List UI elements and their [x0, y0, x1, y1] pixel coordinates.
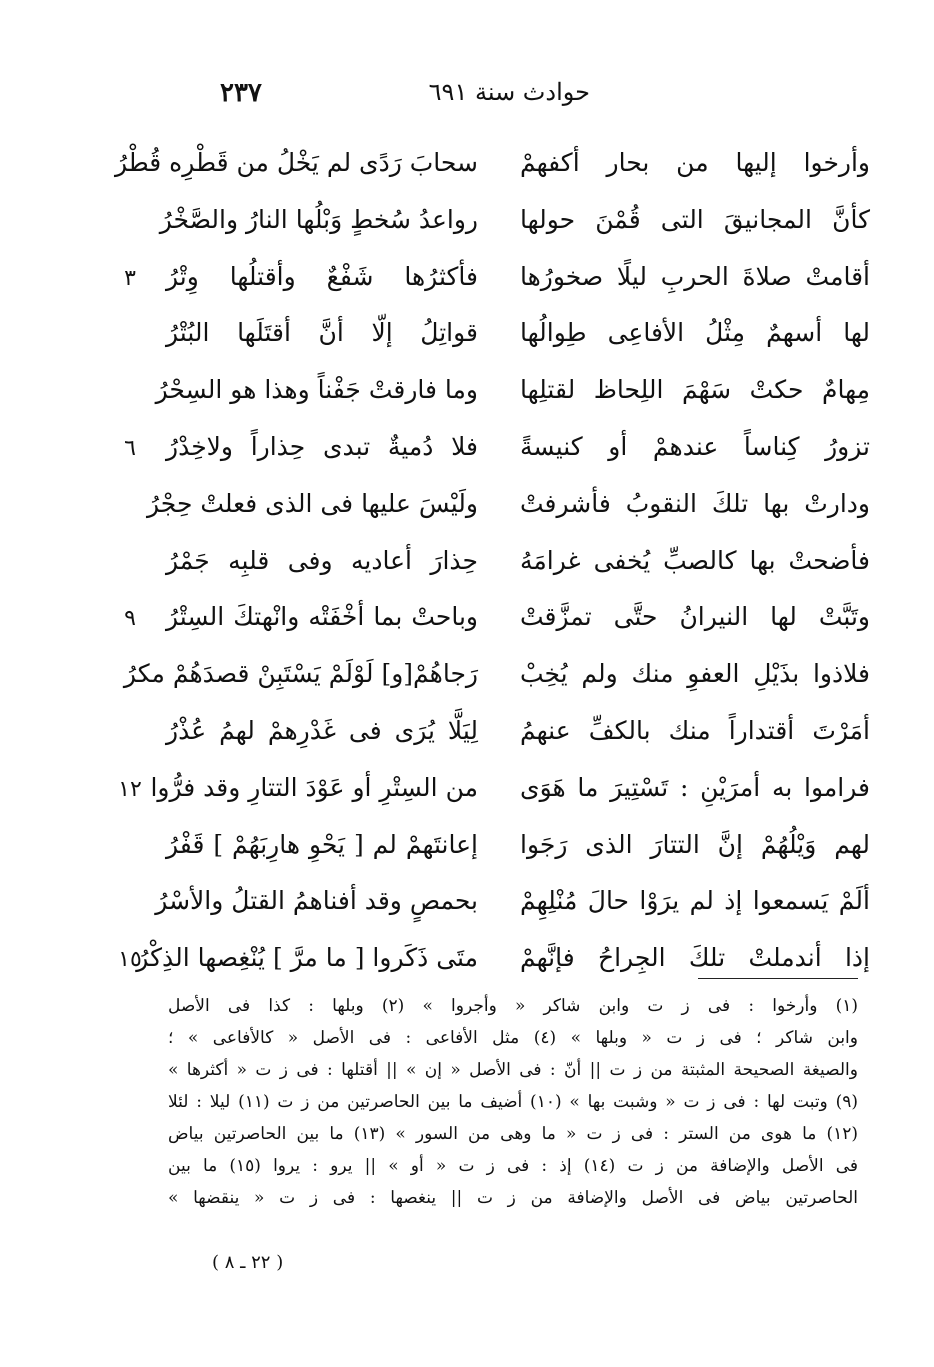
- verse: [110, 653, 870, 710]
- verse: [110, 426, 870, 483]
- verse: [110, 199, 870, 256]
- second-hemistich: من السِتْرِ أو عَوْدَ التتارِ وقد فرُّوا: [150, 772, 478, 802]
- second-hemistich: وباحتْ بما أخْفَتْه وانْهتكَ السِتْرُ: [166, 602, 478, 632]
- footnote-line: الحاصرتين بياض فى الأصل والإضافة من ز ت || ينغصها : فى ز ت « ينقضها »: [168, 1188, 858, 1208]
- first-hemistich: لها أسهمٌ مِثْلُ الأفاعِى طِوالُها: [520, 318, 870, 348]
- second-hemistich: لِيَلَّا يُرَى فى غَدْرِهمْ لهمُ عُذْرُ: [166, 715, 478, 745]
- footnote-line: (١) وأرخوا : فى ز ت وابن شاكر « وأجروا » (٢) وبلها : كذا فى الأصل: [168, 996, 858, 1016]
- first-hemistich: ألَمْ يَسمعوا إذ لم يرَوْا حالَ مُنْلِهِمْ: [520, 886, 870, 916]
- second-hemistich: رَجاهُمْ[و] لَوْلَمْ يَسْتَبِنْ قصدَهُمْ مكرُ: [123, 659, 478, 689]
- first-hemistich: فراموا به أمرَيْنِ : تَسْتِيرَ ما هَوَى: [520, 772, 870, 802]
- verse-number: ١٥: [118, 947, 142, 973]
- footnotes: [168, 990, 858, 1214]
- verse: [110, 483, 870, 540]
- verse: [110, 256, 870, 313]
- first-hemistich: وتَبَّتْ لها النيرانُ حتَّى تمزَّقتْ: [520, 602, 870, 632]
- running-head: [120, 78, 860, 118]
- first-hemistich: إذا أندملتْ تلكَ الجِراحُ فإنَّهمْ: [520, 943, 870, 973]
- running-title: حوادث سنة ٦٩١: [428, 78, 590, 106]
- second-hemistich: رواعدُ سُخطٍ وَبْلُها النارُ والصَّخْرُ: [159, 204, 478, 234]
- page-number: ٢٣٧: [220, 78, 262, 108]
- second-hemistich: سحابَ رَدًى لم يَخْلُ من قَطْرِه قُطْرُ: [114, 148, 478, 177]
- footnote-line: (١٢) ما هوى من الستر : فى ز ت « ما وهى من السور » (١٣) ما بين الحاصرتين بياض: [168, 1124, 858, 1144]
- second-hemistich: فأكثرُها شَفْعٌ وأقتلُها وِتْرُ: [166, 261, 478, 291]
- first-hemistich: فلاذوا بذَيْلِ العفوِ منك ولم يُخِبْ: [520, 659, 870, 689]
- first-hemistich: تزورُ كِناساً عندهمْ أو كنيسةً: [520, 431, 870, 461]
- poem: [110, 142, 870, 994]
- first-hemistich: مِهامٌ حكتْ سَهْمَ اللِحاظ لقتلِها: [520, 375, 870, 405]
- first-hemistich: كأنَّ المجانيقَ التى قُمْنَ حولها: [520, 204, 870, 234]
- footnote-line: والصيغة الصحيحة المثبتة من ز ت || أنّ : فى الأصل « إن » || أقتلها : فى ز ت « أكثرها »: [168, 1060, 858, 1080]
- verse: [110, 710, 870, 767]
- verse: [110, 937, 870, 994]
- first-hemistich: وأرخوا إليها من بحار أكفهمْ: [520, 148, 870, 177]
- verse: [110, 596, 870, 653]
- second-hemistich: قواتِلُ إلّا أنَّ أقتَلَها البُتْرُ: [166, 318, 478, 348]
- footnote-line: فى الأصل والإضافة من ز ت (١٤) إذ : فى ز ت « أو » || يرو : يروا (١٥) ما بين: [168, 1156, 859, 1176]
- first-hemistich: ودارتْ بها تلكَ النقوبُ فأشرفتْ: [520, 488, 870, 518]
- verse: [110, 540, 870, 597]
- footnote-line: وابن شاكر ؛ فى ز ت « وبلها » (٤) مثل الأفاعى : فى الأصل « كالأفاعى » ؛: [168, 1028, 858, 1048]
- footnote-line: (٩) وتبت لها : فى ز ت « وشبت بها » (١٠) أضيف ما بين الحاصرتين من ز ت (١١) ليلا : لئلا: [168, 1092, 858, 1112]
- verse: [110, 369, 870, 426]
- second-hemistich: متَى ذَكَروا [ ما مرَّ ] يُنْغِصها الذِكْرُ: [136, 943, 478, 973]
- second-hemistich: ولَيْسَ عليها فى الذى فعلتْ حِجْرُ: [147, 488, 478, 518]
- verse: [110, 142, 870, 199]
- second-hemistich: بحمصٍ وقد أفناهمُ القتلُ والأسْرُ: [155, 886, 478, 916]
- verse: [110, 767, 870, 824]
- first-hemistich: فأضحتْ بها كالصبِّ يُخفى غرامَهُ: [520, 545, 870, 575]
- footnote-divider: [698, 978, 858, 979]
- signature-mark: ( ٢٢ ـ ٨ ): [212, 1252, 284, 1273]
- second-hemistich: وما فارقتْ جَفْناً وهذا هو السِحْرُ: [155, 375, 478, 405]
- verse-number: ٣: [124, 265, 136, 291]
- second-hemistich: حِذارَ أعاديه وفى قلبِه جَمْرُ: [166, 545, 478, 575]
- verse-number: ٩: [124, 606, 136, 632]
- first-hemistich: أمَرْتَ أقتداراً منك بالكفِّ عنهمُ: [520, 715, 870, 745]
- first-hemistich: أقامتْ صلاةَ الحربِ ليلًا صخورُها: [520, 261, 870, 291]
- verse: [110, 312, 870, 369]
- second-hemistich: فلا دُميةٌ تبدى حِذاراً ولاخِدْرُ: [166, 431, 478, 461]
- verse: [110, 880, 870, 937]
- verse-number: ١٢: [118, 776, 142, 802]
- second-hemistich: إعانتَهمْ لم [ يَحْوِ هارِبَهُمْ ] قَفْرُ: [166, 829, 478, 859]
- verse-number: ٦: [124, 435, 136, 461]
- first-hemistich: لهم وَيْلُهُمْ إنَّ التتارَ الذى رَجَوا: [520, 829, 870, 859]
- verse: [110, 824, 870, 881]
